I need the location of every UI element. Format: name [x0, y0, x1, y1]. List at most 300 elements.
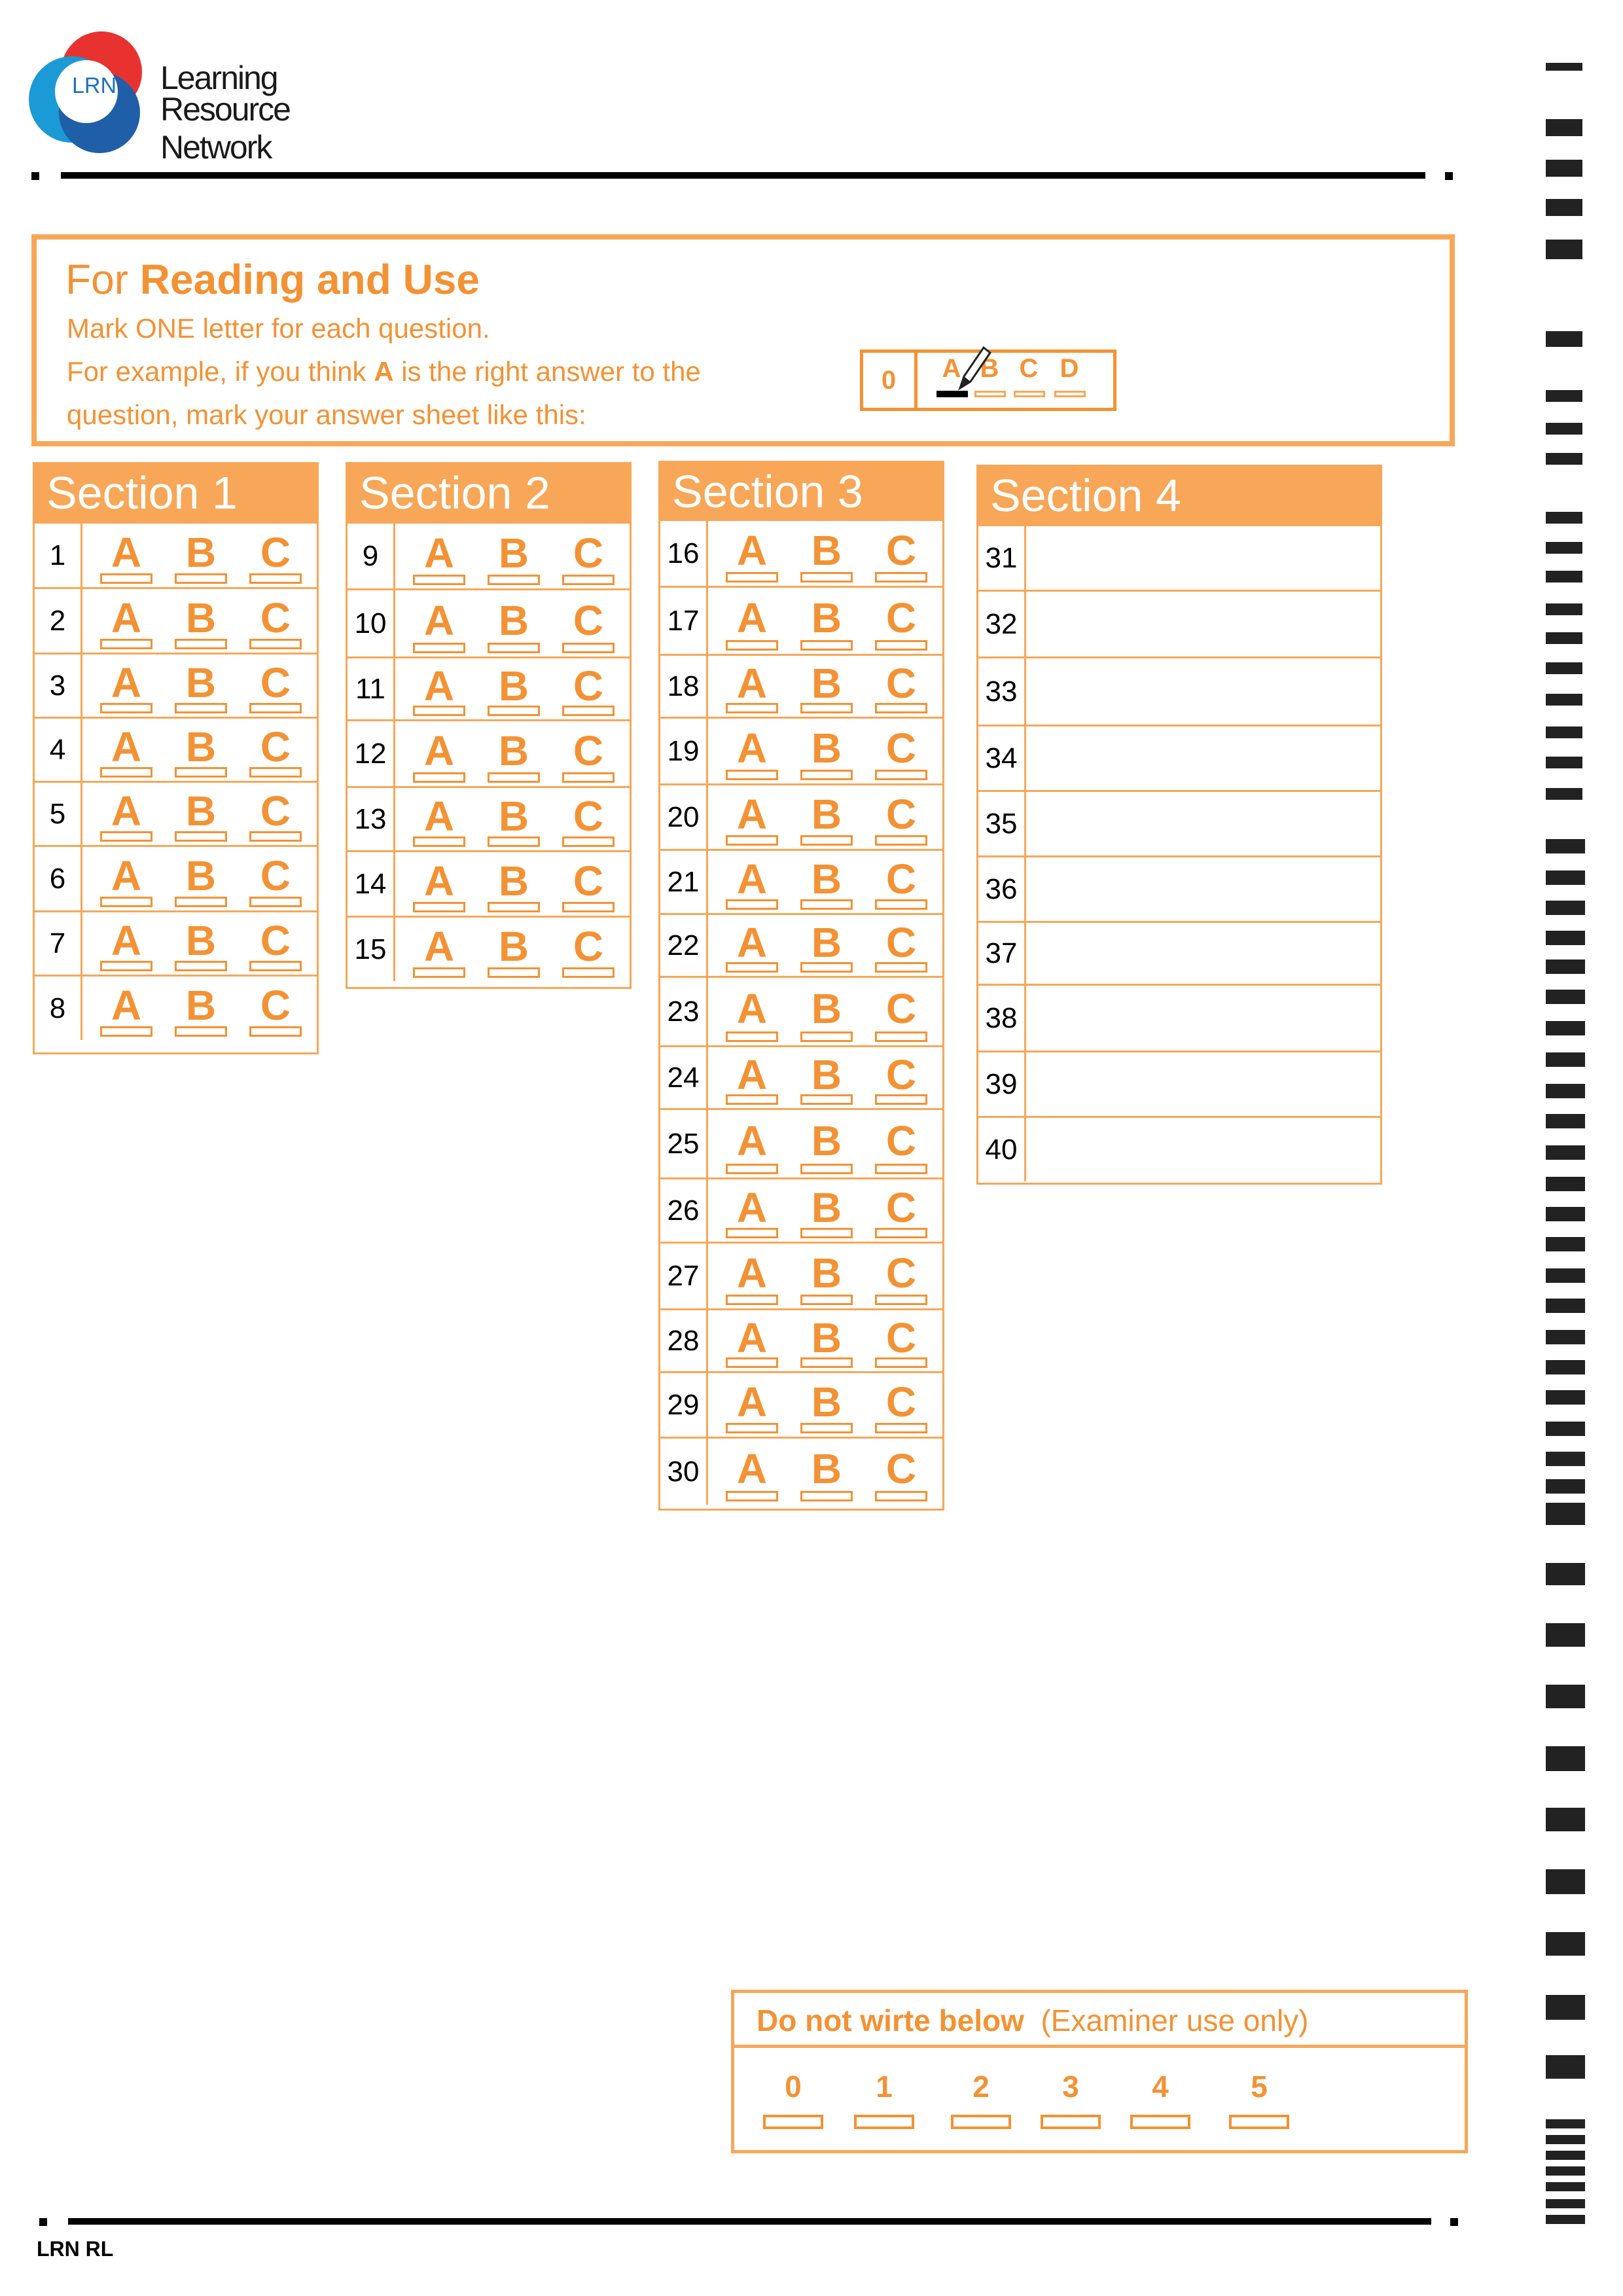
examiner-heading: Do not wirte below (Examiner use only)	[734, 1993, 1465, 2048]
option-letter: B	[185, 982, 217, 1029]
answer-bubble[interactable]	[800, 640, 853, 651]
timing-mark	[1546, 160, 1582, 177]
option-letter: B	[498, 923, 529, 970]
instruction-line: Mark ONE letter for each question.	[67, 313, 490, 344]
option-letter: C	[260, 787, 291, 834]
registration-mark	[31, 172, 39, 180]
answer-bubble[interactable]	[175, 897, 227, 907]
answer-bubble[interactable]	[875, 572, 927, 583]
option-letter: B	[811, 660, 842, 707]
timing-mark	[1546, 632, 1582, 644]
question-number: 8	[35, 977, 82, 1040]
option-letter: B	[811, 791, 842, 838]
option-letter: A	[736, 985, 768, 1032]
answer-bubble[interactable]	[875, 703, 927, 713]
answer-bubble[interactable]	[800, 770, 853, 780]
timing-mark	[1546, 1360, 1585, 1374]
example-answer	[860, 350, 1116, 411]
example-option: C	[1019, 354, 1039, 383]
example-box	[1014, 391, 1045, 397]
answer-bubble[interactable]	[100, 639, 152, 649]
examiner-bubble[interactable]	[951, 2115, 1011, 2129]
answer-bubble[interactable]	[875, 1357, 927, 1368]
answer-row	[660, 1371, 942, 1437]
option-letter: A	[111, 659, 142, 706]
question-number: 9	[348, 524, 395, 588]
answer-bubble[interactable]	[249, 1026, 302, 1037]
answer-row	[660, 1308, 942, 1371]
answer-bubble[interactable]	[562, 902, 615, 912]
answer-bubble[interactable]	[800, 1228, 853, 1238]
question-number: 26	[660, 1179, 708, 1242]
timing-mark	[1546, 1563, 1585, 1585]
option-letter: A	[111, 594, 142, 641]
answer-row	[978, 855, 1380, 921]
answer-row	[660, 1108, 942, 1177]
answer-bubble[interactable]	[800, 962, 853, 973]
timing-mark	[1546, 931, 1585, 945]
answer-row	[660, 586, 942, 654]
instructions-title: For Reading and Use	[65, 256, 480, 303]
answer-bubble[interactable]	[800, 1094, 853, 1105]
option-letter: A	[736, 1184, 768, 1231]
timing-mark	[1546, 1995, 1585, 2020]
answer-bubble[interactable]	[726, 640, 778, 651]
option-letter: C	[885, 855, 917, 903]
option-letter: A	[111, 787, 142, 834]
answer-bubble[interactable]	[100, 1026, 152, 1037]
bottom-rule	[68, 2218, 1431, 2225]
answer-row	[35, 845, 317, 910]
option-letter: C	[885, 527, 917, 574]
question-number: 25	[660, 1110, 708, 1177]
timing-mark	[1546, 1390, 1585, 1405]
question-number: 1	[35, 524, 82, 587]
answer-bubble[interactable]	[726, 1094, 778, 1105]
answer-row	[978, 590, 1380, 656]
option-letter: A	[111, 852, 142, 899]
option-letter: A	[423, 793, 455, 840]
question-number: 2	[35, 589, 82, 653]
top-rule	[61, 172, 1425, 179]
timing-mark	[1546, 1177, 1585, 1191]
answer-bubble[interactable]	[726, 572, 778, 583]
option-letter: A	[736, 1249, 768, 1297]
answer-bubble[interactable]	[800, 572, 853, 583]
write-in-field[interactable]	[1026, 526, 1380, 590]
answer-bubble[interactable]	[100, 961, 152, 971]
write-in-field[interactable]	[1026, 923, 1380, 984]
answer-bubble[interactable]	[726, 703, 778, 713]
option-letter: A	[111, 723, 142, 770]
registration-mark	[39, 2218, 47, 2226]
answer-row	[978, 1050, 1380, 1116]
registration-mark	[1450, 2218, 1458, 2226]
option-letter: C	[260, 659, 291, 706]
timing-mark	[1546, 2215, 1585, 2224]
write-in-field[interactable]	[1026, 726, 1380, 790]
answer-bubble[interactable]	[562, 772, 615, 783]
option-letter: B	[185, 529, 217, 576]
answer-bubble[interactable]	[726, 1491, 778, 1501]
answer-bubble[interactable]	[875, 1164, 927, 1174]
answer-row	[660, 976, 942, 1045]
question-number: 19	[660, 719, 708, 783]
option-letter: B	[498, 793, 529, 840]
examiner-bubble[interactable]	[1229, 2115, 1289, 2129]
option-letter: B	[811, 1445, 842, 1492]
timing-mark	[1546, 453, 1582, 465]
answer-bubble[interactable]	[800, 1357, 853, 1368]
question-number: 4	[35, 719, 82, 781]
answer-bubble[interactable]	[488, 902, 540, 912]
answer-row	[35, 910, 317, 975]
option-letter: A	[736, 527, 768, 574]
option-letter: A	[736, 855, 768, 903]
answer-bubble[interactable]	[800, 1491, 853, 1501]
answer-bubble[interactable]	[562, 836, 615, 847]
answer-bubble[interactable]	[413, 772, 465, 783]
question-number: 23	[660, 978, 708, 1045]
answer-bubble[interactable]	[726, 1228, 778, 1238]
timing-mark	[1546, 2055, 1585, 2079]
answer-row	[978, 656, 1380, 725]
answer-bubble[interactable]	[726, 1164, 778, 1174]
answer-bubble[interactable]	[562, 575, 615, 585]
answer-bubble[interactable]	[413, 836, 465, 847]
section-title: Section 2	[348, 464, 630, 522]
examiner-box	[731, 1990, 1468, 2153]
answer-bubble[interactable]	[249, 831, 302, 842]
option-letter: B	[811, 725, 842, 772]
answer-bubble[interactable]	[726, 1357, 778, 1368]
answer-bubble[interactable]	[413, 706, 465, 716]
write-in-field[interactable]	[1026, 592, 1380, 656]
examiner-digit: 4	[1152, 2070, 1169, 2104]
option-letter: C	[885, 725, 917, 772]
option-letter: B	[185, 852, 217, 899]
write-in-field[interactable]	[1026, 986, 1380, 1050]
write-in-field[interactable]	[1026, 1052, 1380, 1116]
option-letter: B	[811, 594, 842, 641]
option-letter: A	[736, 594, 768, 641]
timing-mark	[1546, 1052, 1585, 1067]
answer-bubble[interactable]	[875, 1031, 927, 1042]
question-number: 37	[978, 923, 1026, 984]
timing-mark	[1546, 1452, 1585, 1466]
answer-bubble[interactable]	[249, 639, 302, 649]
option-letter: A	[736, 1378, 768, 1426]
option-letter: B	[498, 597, 529, 644]
option-letter: C	[885, 594, 917, 641]
option-letter: C	[885, 1378, 917, 1426]
answer-bubble[interactable]	[100, 831, 152, 842]
write-in-field[interactable]	[1026, 658, 1380, 725]
answer-bubble[interactable]	[488, 706, 540, 716]
example-number: 0	[863, 353, 918, 408]
answer-bubble[interactable]	[562, 706, 615, 716]
answer-bubble[interactable]	[875, 1228, 927, 1238]
question-number: 31	[978, 526, 1026, 590]
answer-row	[35, 781, 317, 845]
answer-row	[348, 588, 630, 656]
timing-mark	[1546, 1422, 1585, 1436]
option-letter: A	[423, 923, 455, 970]
answer-row	[348, 719, 630, 786]
instruction-line: For example, if you think A is the right answer to the	[67, 356, 701, 387]
answer-bubble[interactable]	[726, 899, 778, 910]
answer-row	[660, 849, 942, 913]
option-letter: B	[811, 527, 842, 574]
answer-bubble[interactable]	[413, 902, 465, 912]
question-number: 20	[660, 785, 708, 849]
answer-bubble[interactable]	[175, 767, 227, 778]
question-number: 5	[35, 783, 82, 845]
question-number: 29	[660, 1373, 708, 1437]
examiner-digit: 1	[876, 2070, 893, 2104]
example-box	[1054, 391, 1086, 397]
option-letter: C	[573, 857, 604, 905]
instruction-line: question, mark your answer sheet like this:	[67, 399, 586, 430]
answer-bubble[interactable]	[175, 1026, 227, 1037]
option-letter: C	[573, 662, 604, 709]
question-number: 12	[348, 721, 395, 786]
option-letter: C	[573, 597, 604, 644]
timing-mark	[1546, 199, 1582, 216]
answer-bubble[interactable]	[800, 1031, 853, 1042]
answer-bubble[interactable]	[875, 835, 927, 846]
timing-mark	[1546, 1207, 1585, 1221]
answer-bubble[interactable]	[726, 770, 778, 780]
timing-mark	[1546, 726, 1582, 738]
option-letter: C	[885, 1051, 917, 1098]
option-letter: C	[885, 1117, 917, 1164]
answer-bubble[interactable]	[488, 643, 540, 653]
answer-bubble[interactable]	[175, 639, 227, 649]
option-letter: C	[260, 723, 291, 770]
answer-bubble[interactable]	[726, 1031, 778, 1042]
timing-mark	[1546, 423, 1582, 435]
timing-mark	[1546, 571, 1582, 583]
timing-mark	[1546, 2151, 1585, 2160]
answer-row	[348, 850, 630, 916]
question-number: 22	[660, 915, 708, 976]
timing-mark	[1546, 2135, 1585, 2144]
option-letter: C	[260, 982, 291, 1029]
option-letter: A	[111, 917, 142, 964]
answer-bubble[interactable]	[726, 962, 778, 973]
option-letter: A	[111, 982, 142, 1029]
section-1	[33, 462, 319, 1054]
option-letter: B	[185, 787, 217, 834]
examiner-bubble[interactable]	[1130, 2115, 1190, 2129]
answer-row	[35, 975, 317, 1040]
answer-bubble[interactable]	[800, 1423, 853, 1433]
answer-bubble[interactable]	[800, 835, 853, 846]
question-number: 28	[660, 1310, 708, 1371]
answer-bubble[interactable]	[726, 1295, 778, 1305]
answer-bubble[interactable]	[875, 640, 927, 651]
answer-bubble[interactable]	[800, 1164, 853, 1174]
option-letter: B	[185, 723, 217, 770]
registration-mark	[1445, 172, 1453, 180]
answer-bubble[interactable]	[413, 643, 465, 653]
answer-bubble[interactable]	[875, 899, 927, 910]
answer-bubble[interactable]	[488, 772, 540, 783]
answer-row	[660, 1242, 942, 1308]
answer-bubble[interactable]	[249, 703, 302, 713]
answer-bubble[interactable]	[175, 831, 227, 842]
question-number: 11	[348, 658, 395, 719]
answer-bubble[interactable]	[249, 573, 302, 584]
option-letter: B	[811, 1314, 842, 1361]
option-letter: A	[736, 1314, 768, 1361]
question-number: 30	[660, 1439, 708, 1505]
question-number: 34	[978, 726, 1026, 790]
option-letter: C	[573, 923, 604, 970]
example-option: D	[1060, 354, 1079, 383]
question-number: 15	[348, 918, 395, 981]
answer-row	[978, 790, 1380, 855]
answer-bubble[interactable]	[726, 835, 778, 846]
option-letter: C	[885, 985, 917, 1032]
question-number: 38	[978, 986, 1026, 1050]
question-number: 27	[660, 1244, 708, 1308]
question-number: 13	[348, 788, 395, 850]
answer-row	[348, 916, 630, 981]
write-in-field[interactable]	[1026, 857, 1380, 921]
option-letter: B	[498, 529, 529, 577]
option-letter: B	[811, 919, 842, 966]
timing-mark	[1546, 1746, 1585, 1771]
answer-bubble[interactable]	[875, 770, 927, 780]
timing-mark	[1546, 870, 1585, 885]
timing-mark	[1546, 1330, 1585, 1344]
option-letter: C	[885, 791, 917, 838]
answer-bubble[interactable]	[488, 575, 540, 585]
timing-mark	[1546, 512, 1582, 524]
question-number: 14	[348, 852, 395, 916]
answer-row	[348, 656, 630, 719]
section-4	[976, 465, 1382, 1185]
write-in-field[interactable]	[1026, 1118, 1380, 1181]
timing-mark	[1546, 1114, 1585, 1128]
option-letter: C	[260, 917, 291, 964]
question-number: 18	[660, 656, 708, 717]
answer-bubble[interactable]	[100, 767, 152, 778]
question-number: 24	[660, 1047, 708, 1108]
option-letter: C	[885, 1445, 917, 1492]
question-number: 32	[978, 592, 1026, 656]
section-3	[658, 461, 944, 1511]
answer-row	[978, 524, 1380, 590]
answer-bubble[interactable]	[726, 1423, 778, 1433]
option-letter: B	[811, 1184, 842, 1231]
option-letter: B	[811, 1117, 842, 1164]
logo-abbreviation: LRN	[72, 73, 117, 98]
answer-bubble[interactable]	[800, 899, 853, 910]
answer-bubble[interactable]	[100, 703, 152, 713]
answer-bubble[interactable]	[800, 703, 853, 713]
answer-bubble[interactable]	[413, 967, 465, 978]
timing-mark	[1546, 788, 1582, 800]
timing-mark	[1546, 603, 1582, 615]
timing-mark	[1546, 390, 1582, 402]
answer-bubble[interactable]	[413, 575, 465, 585]
answer-bubble[interactable]	[175, 573, 227, 584]
write-in-field[interactable]	[1026, 792, 1380, 855]
timing-mark	[1546, 119, 1582, 136]
examiner-bubble[interactable]	[854, 2115, 914, 2129]
option-letter: B	[498, 727, 529, 774]
timing-mark	[1546, 960, 1585, 974]
answer-bubble[interactable]	[488, 967, 540, 978]
answer-row	[348, 786, 630, 850]
answer-bubble[interactable]	[249, 961, 302, 971]
timing-mark	[1546, 2199, 1585, 2208]
option-letter: B	[498, 662, 529, 709]
timing-mark	[1546, 1237, 1585, 1251]
answer-bubble[interactable]	[875, 1094, 927, 1105]
answer-bubble[interactable]	[562, 643, 615, 653]
examiner-bubble[interactable]	[1041, 2115, 1101, 2129]
timing-mark	[1546, 2119, 1585, 2128]
timing-mark	[1546, 1145, 1585, 1160]
answer-bubble[interactable]	[175, 961, 227, 971]
option-letter: A	[736, 791, 768, 838]
answer-bubble[interactable]	[249, 897, 302, 907]
examiner-digit: 2	[972, 2070, 990, 2104]
answer-bubble[interactable]	[175, 703, 227, 713]
answer-bubble[interactable]	[875, 1491, 927, 1501]
answer-bubble[interactable]	[100, 573, 152, 584]
option-letter: A	[423, 529, 455, 577]
logo-text-line1: Learning	[160, 60, 277, 96]
answer-row	[660, 913, 942, 976]
answer-bubble[interactable]	[562, 967, 615, 978]
answer-bubble[interactable]	[249, 767, 302, 778]
section-title: Section 3	[660, 463, 942, 519]
answer-row	[35, 522, 317, 587]
examiner-bubble[interactable]	[763, 2115, 823, 2129]
answer-row	[660, 1177, 942, 1242]
answer-row	[660, 717, 942, 783]
answer-row	[978, 921, 1380, 984]
timing-mark	[1546, 2182, 1585, 2191]
timing-mark	[1546, 63, 1582, 71]
answer-bubble[interactable]	[488, 836, 540, 847]
logo-text-line2: Resource Network	[160, 91, 290, 166]
option-letter: A	[423, 727, 455, 774]
section-2	[346, 462, 632, 989]
option-letter: B	[811, 1249, 842, 1297]
timing-mark	[1546, 1479, 1585, 1494]
option-letter: B	[811, 985, 842, 1032]
timing-mark	[1546, 990, 1585, 1004]
option-letter: B	[811, 1051, 842, 1098]
answer-bubble[interactable]	[800, 1295, 853, 1305]
option-letter: A	[423, 597, 455, 644]
option-letter: A	[736, 1051, 768, 1098]
answer-bubble[interactable]	[875, 1423, 927, 1433]
question-number: 3	[35, 655, 82, 717]
option-letter: C	[885, 660, 917, 707]
option-letter: B	[185, 594, 217, 641]
timing-mark	[1546, 1623, 1585, 1647]
answer-bubble[interactable]	[875, 1295, 927, 1305]
answer-bubble[interactable]	[100, 897, 152, 907]
answer-bubble[interactable]	[875, 962, 927, 973]
